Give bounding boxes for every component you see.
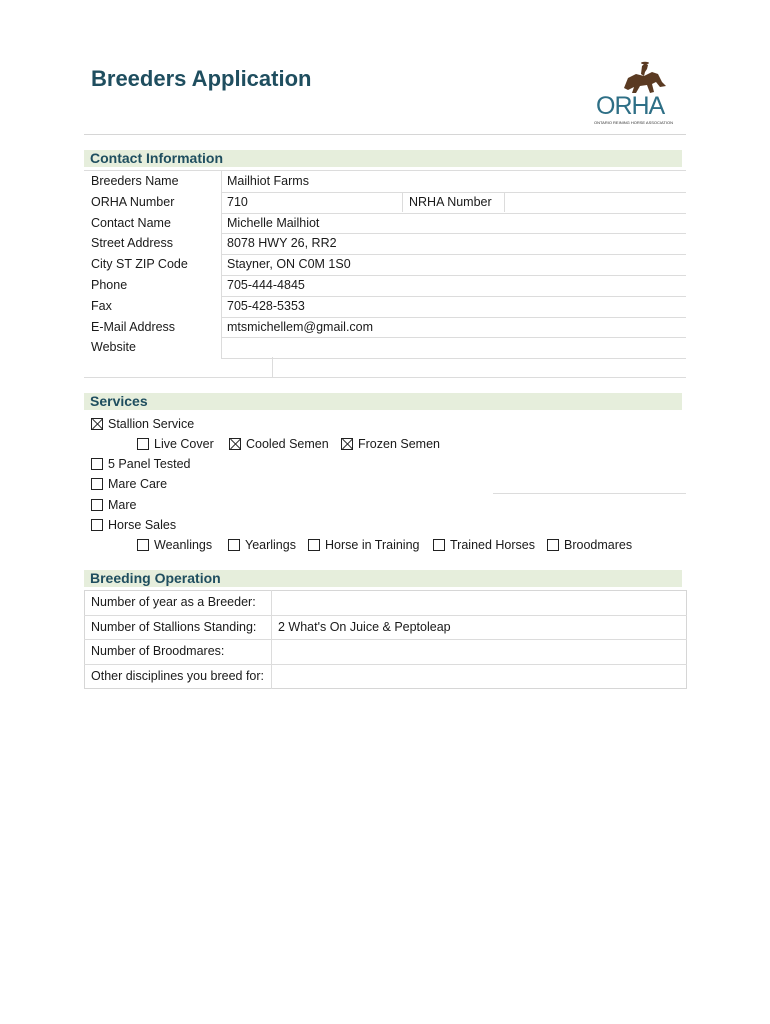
contact-label: Phone	[91, 278, 128, 292]
cooled-semen-checkbox[interactable]	[229, 438, 241, 450]
contact-row-divider	[221, 233, 686, 234]
contact-row-divider	[221, 296, 686, 297]
contact-column-divider	[221, 275, 222, 296]
contact-column-divider	[221, 337, 222, 358]
mare-checkbox[interactable]	[91, 499, 103, 511]
contact-label: ORHA Number	[91, 194, 175, 209]
live-cover-label: Live Cover	[154, 437, 214, 451]
contact-bottom-line	[84, 377, 686, 378]
contact-column-divider	[221, 317, 222, 338]
contact-column-divider	[221, 233, 222, 254]
horse-in-training-label: Horse in Training	[325, 538, 420, 552]
contact-row-divider	[221, 358, 686, 359]
logo-text: ORHA	[596, 92, 665, 120]
breeding-label: Other disciplines you breed for:	[91, 668, 265, 683]
contact-value-field[interactable]: Stayner, ON C0M 1S0	[227, 257, 351, 272]
contact-column-divider	[221, 192, 222, 213]
contact-row-divider	[84, 170, 686, 171]
five-panel-label: 5 Panel Tested	[108, 457, 191, 471]
horse-sales-label: Horse Sales	[108, 518, 177, 532]
orha-logo	[592, 60, 684, 128]
contact-value-field[interactable]: mtsmichellem@gmail.com	[227, 319, 374, 334]
services-line	[493, 493, 686, 494]
contact-row-divider	[221, 192, 686, 193]
yearlings-checkbox[interactable]	[228, 539, 240, 551]
breeding-section-heading: Breeding Operation	[84, 570, 682, 587]
contact-label: E-Mail Address	[91, 319, 176, 334]
stallion-service-label: Stallion Service	[108, 417, 195, 431]
contact-label: Fax	[91, 298, 112, 313]
contact-column-divider	[221, 296, 222, 317]
contact-value-field[interactable]: 8078 HWY 26, RR2	[227, 236, 337, 251]
contact-label: City ST ZIP Code	[91, 257, 188, 272]
contact-row-divider	[221, 254, 686, 255]
breeding-label: Number of Stallions Standing:	[91, 619, 257, 634]
header-divider	[84, 134, 686, 135]
contact-column-divider	[221, 213, 222, 234]
contact-label: Contact Name	[91, 215, 171, 230]
breeding-row-divider	[84, 639, 687, 640]
nrha-number-label: NRHA Number	[409, 195, 492, 209]
contact-row-divider	[221, 213, 686, 214]
mare-label: Mare	[108, 498, 137, 512]
page-title: Breeders Application	[91, 66, 312, 91]
contact-value-field[interactable]: 710	[227, 194, 248, 209]
weanlings-label: Weanlings	[154, 538, 213, 552]
contact-value-field[interactable]: 705-428-5353	[227, 298, 305, 313]
horse-sales-checkbox[interactable]	[91, 519, 103, 531]
contact-row-divider	[221, 337, 686, 338]
nrha-divider-right	[504, 192, 505, 212]
contact-row-divider	[221, 317, 686, 318]
stallion-service-checkbox[interactable]	[91, 418, 103, 430]
contact-label: Street Address	[91, 236, 173, 251]
yearlings-label: Yearlings	[245, 538, 296, 552]
breeding-row-divider	[84, 615, 687, 616]
logo-subtext: ONTARIO REINING HORSE ASSOCIATION	[594, 120, 673, 125]
contact-value-field[interactable]: Mailhiot Farms	[227, 174, 309, 188]
contact-column-divider	[221, 171, 222, 192]
broodmares-label: Broodmares	[564, 538, 633, 552]
breeding-label: Number of year as a Breeder:	[91, 595, 256, 609]
mare-care-label: Mare Care	[108, 477, 168, 491]
horse-in-training-checkbox[interactable]	[308, 539, 320, 551]
contact-section-heading: Contact Information	[84, 150, 682, 167]
nrha-divider-left	[402, 192, 403, 212]
contact-value-field[interactable]: Michelle Mailhiot	[227, 215, 320, 230]
breeding-value-field[interactable]: 2 What's On Juice & Peptoleap	[278, 619, 451, 634]
cooled-semen-label: Cooled Semen	[246, 437, 329, 451]
trained-horses-label: Trained Horses	[450, 538, 535, 552]
breeding-row-divider	[84, 664, 687, 665]
contact-label: Breeders Name	[91, 174, 179, 188]
breeding-label: Number of Broodmares:	[91, 644, 225, 658]
contact-value-field[interactable]: 705-444-4845	[227, 278, 305, 292]
contact-footer-divider	[272, 357, 273, 377]
trained-horses-checkbox[interactable]	[433, 539, 445, 551]
five-panel-checkbox[interactable]	[91, 458, 103, 470]
broodmares-checkbox[interactable]	[547, 539, 559, 551]
frozen-semen-checkbox[interactable]	[341, 438, 353, 450]
services-section-heading: Services	[84, 393, 682, 410]
contact-row-divider	[221, 275, 686, 276]
frozen-semen-label: Frozen Semen	[358, 437, 440, 451]
contact-column-divider	[221, 254, 222, 275]
mare-care-checkbox[interactable]	[91, 478, 103, 490]
contact-label: Website	[91, 340, 136, 355]
weanlings-checkbox[interactable]	[137, 539, 149, 551]
live-cover-checkbox[interactable]	[137, 438, 149, 450]
